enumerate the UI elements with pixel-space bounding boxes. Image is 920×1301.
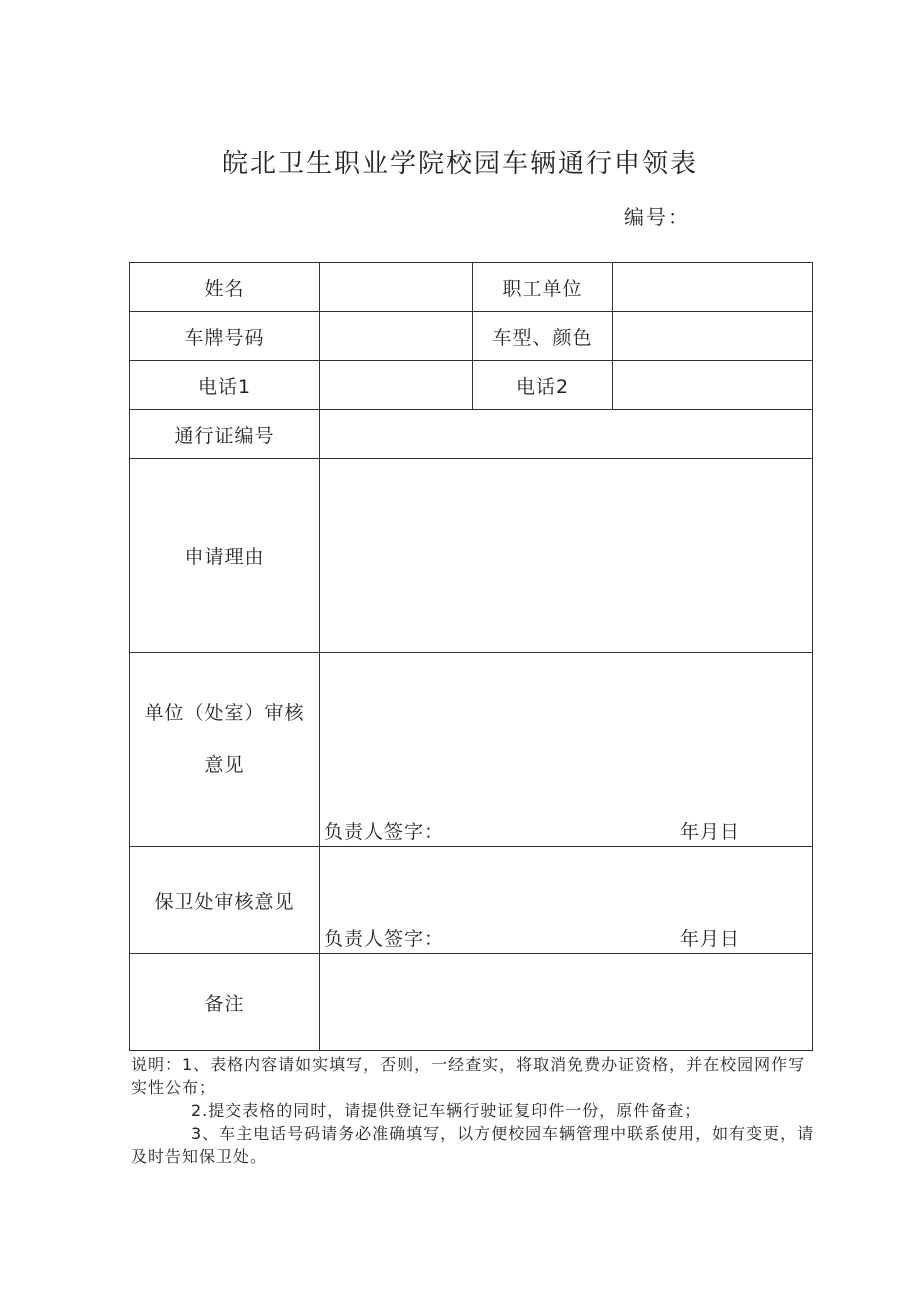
- dept-review-field[interactable]: [320, 653, 813, 847]
- dept-review-label-line1: 单位（处室）审核: [144, 701, 305, 724]
- security-review-label: 保卫处审核意见: [130, 847, 320, 954]
- phone2-label: 电话2: [473, 361, 613, 410]
- security-review-field[interactable]: [320, 847, 813, 954]
- phone2-field[interactable]: [613, 361, 813, 410]
- model-color-field[interactable]: [613, 312, 813, 361]
- phone1-label: 电话1: [130, 361, 320, 410]
- plate-label: 车牌号码: [130, 312, 320, 361]
- form-title: 皖北卫生职业学院校园车辆通行申领表: [221, 149, 698, 179]
- notes-section: [131, 1053, 815, 1168]
- note-2: 2.提交表格的同时，请提供登记车辆行驶证复印件一份，原件备查；: [191, 1101, 702, 1120]
- dept-review-label: [130, 653, 320, 847]
- security-date-label: 年月日: [680, 928, 741, 950]
- pass-number-field[interactable]: [320, 410, 813, 459]
- reason-field[interactable]: [320, 459, 813, 653]
- model-color-label: 车型、颜色: [473, 312, 613, 361]
- plate-field[interactable]: [320, 312, 473, 361]
- name-field[interactable]: [320, 263, 473, 312]
- dept-review-label-line2: 意见: [204, 753, 245, 776]
- dept-date-label: 年月日: [680, 821, 741, 843]
- remarks-field[interactable]: [320, 954, 813, 1051]
- dept-signature-label: 负责人签字：: [324, 821, 445, 843]
- unit-label: 职工单位: [473, 263, 613, 312]
- note-3: 3、车主电话号码请务必准确填写，以方便校园车辆管理中联系使用，如有变更，请及时告知保卫处。: [131, 1124, 815, 1166]
- security-signature-label: 负责人签字：: [324, 928, 445, 950]
- note-1: 说明：1、表格内容请如实填写，否则，一经查实，将取消免费办证资格，并在校园网作写实性公布；: [131, 1055, 806, 1097]
- application-form-table: [129, 262, 813, 1051]
- reason-label: 申请理由: [130, 459, 320, 653]
- pass-number-label: 通行证编号: [130, 410, 320, 459]
- unit-field[interactable]: [613, 263, 813, 312]
- name-label: 姓名: [130, 263, 320, 312]
- remarks-label: 备注: [130, 954, 320, 1051]
- serial-number-label: 编号：: [624, 205, 690, 229]
- phone1-field[interactable]: [320, 361, 473, 410]
